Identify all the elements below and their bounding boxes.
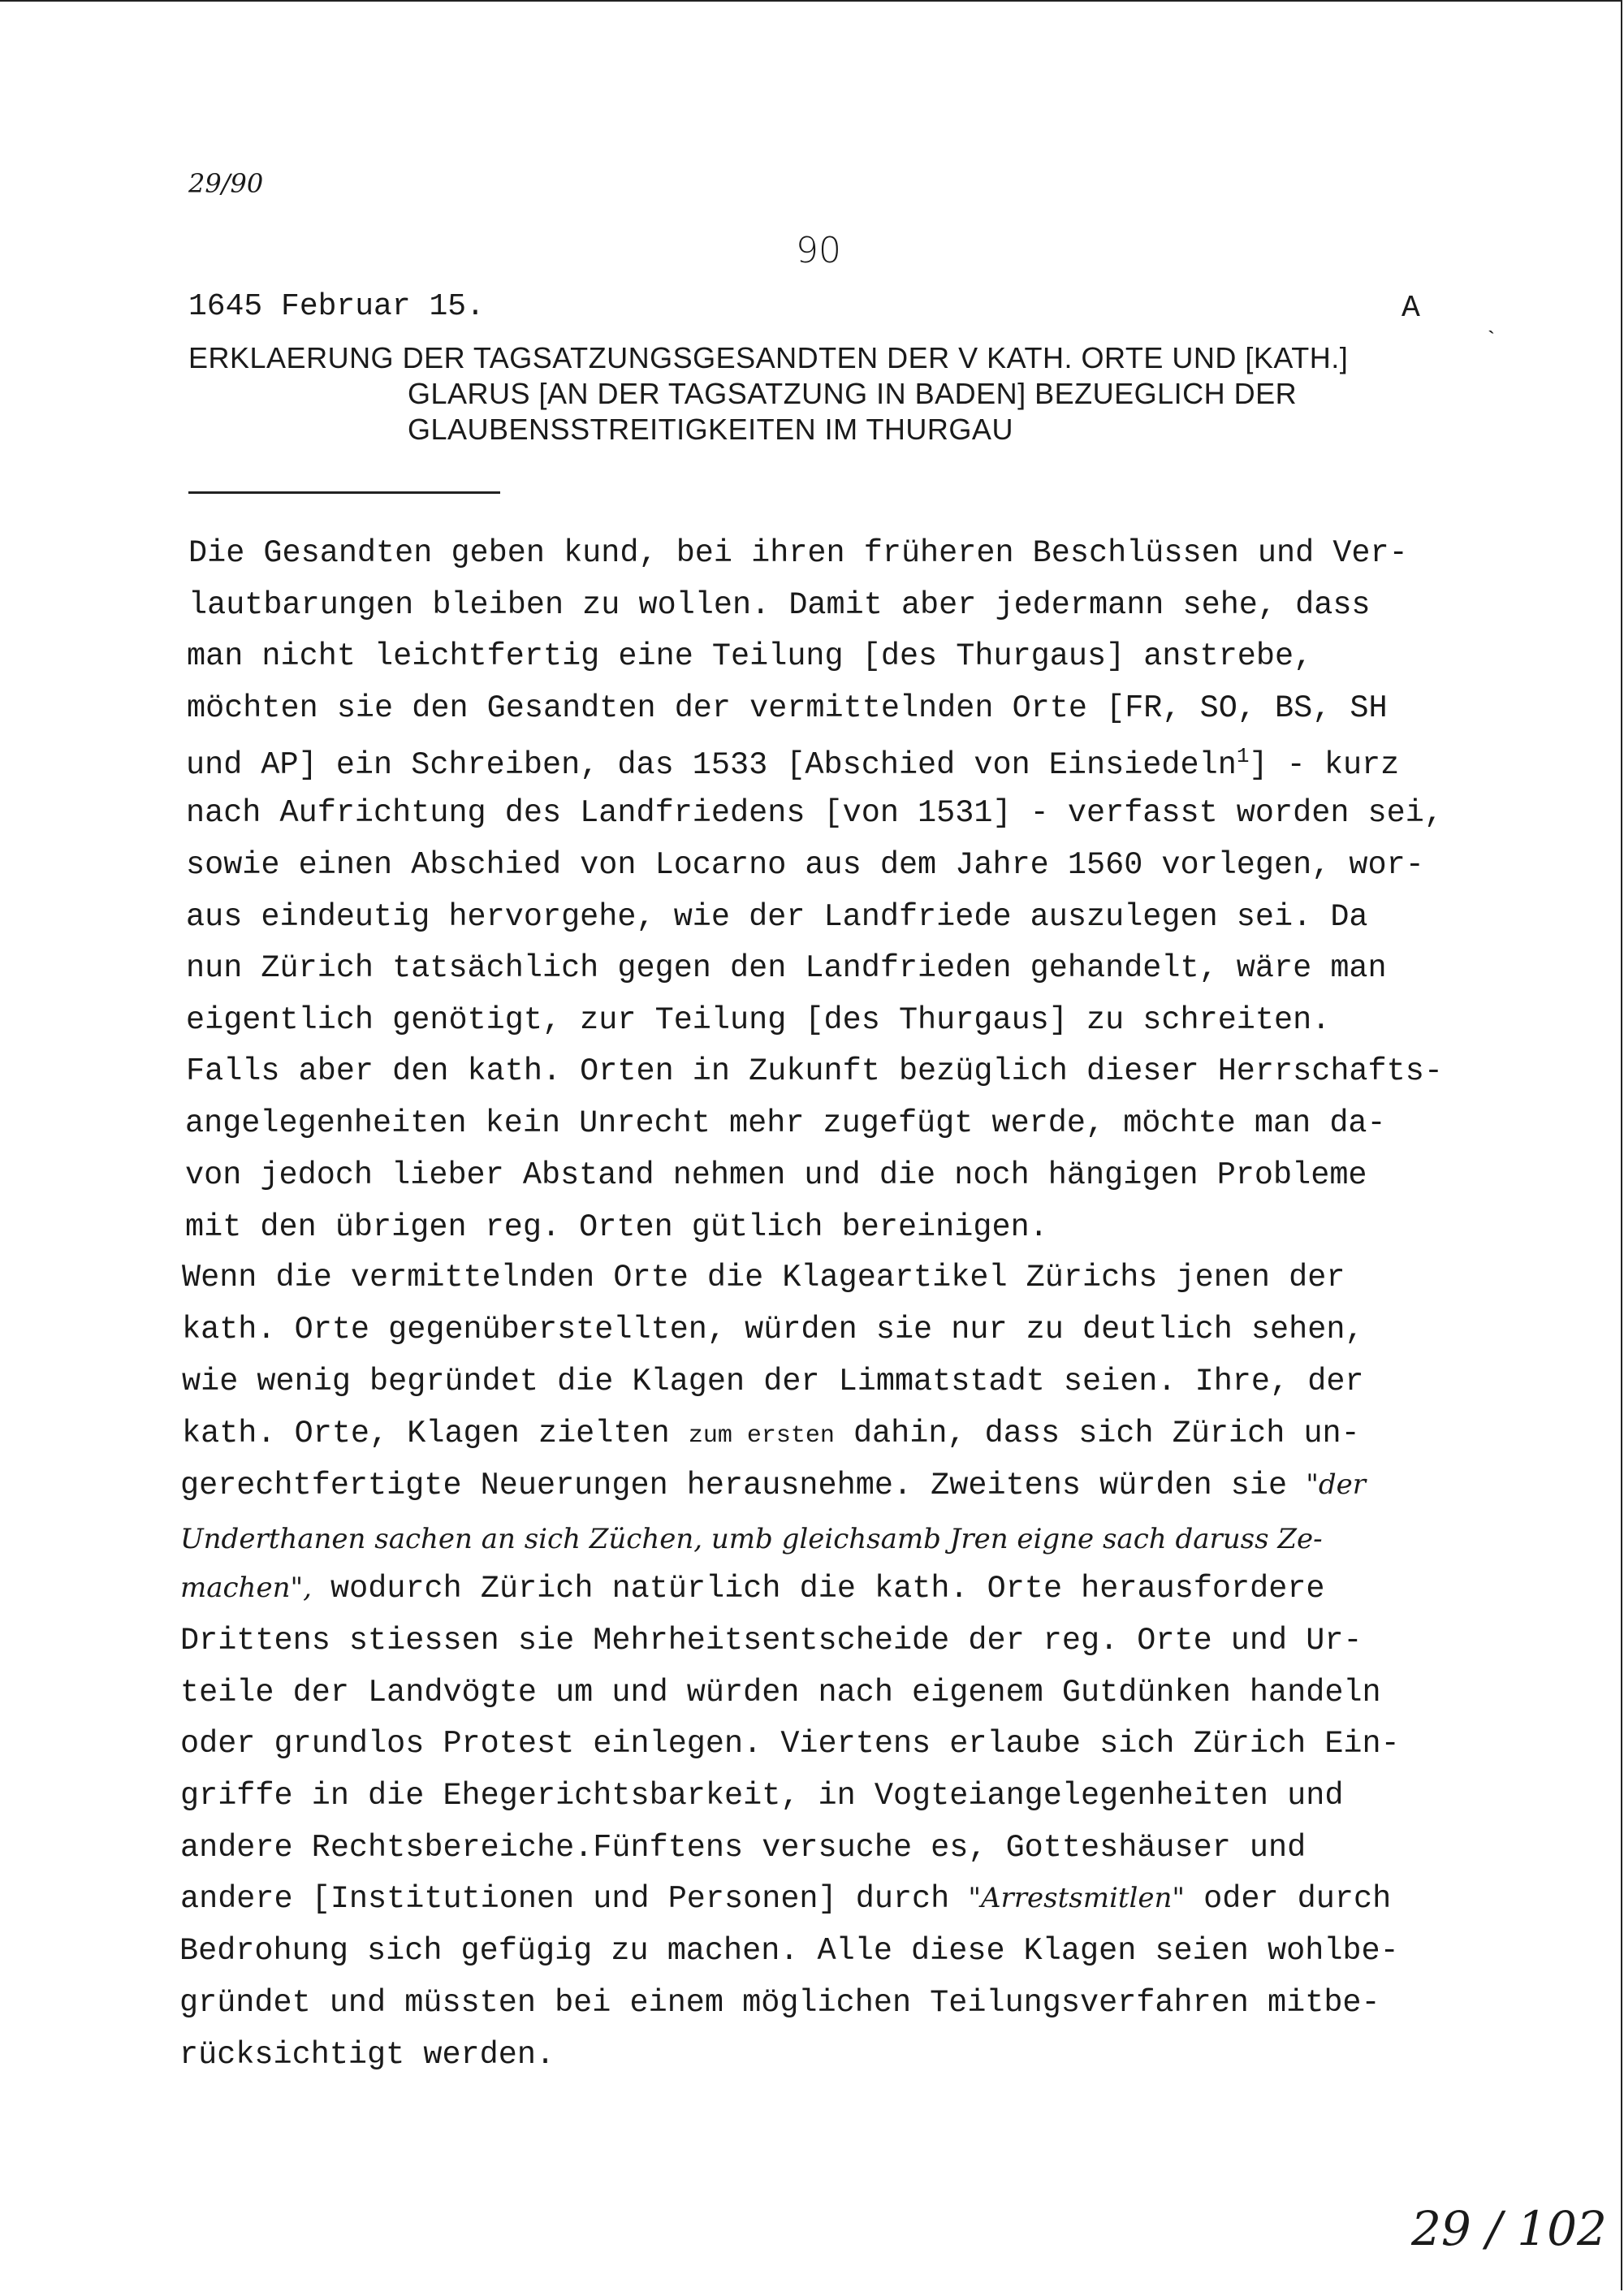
body-text-span: und AP] ein Schreiben, das 1533 [Abschied von Einsiedeln: [186, 746, 1237, 783]
body-line: kath. Orte gegenüberstellten, würden sie nur zu deutlich sehen,: [182, 1312, 1364, 1347]
body-line: [180, 1883, 1391, 1915]
body-line: [182, 1418, 1360, 1450]
body-line: Die Gesandten geben kund, bei ihren früheren Beschlüssen und Ver-: [188, 535, 1408, 571]
body-line: oder grundlos Protest einlegen. Viertens erlaube sich Zürich Ein-: [180, 1726, 1400, 1762]
body-line: nun Zürich tatsächlich gegen den Landfrieden gehandelt, wäre man: [186, 950, 1387, 986]
title-line-1: ERKLAERUNG DER TAGSATZUNGSGESANDTEN DER V KATH. ORTE UND [KATH.]: [188, 341, 1349, 374]
insertion-text: zum ersten: [688, 1422, 835, 1450]
body-line: eigentlich genötigt, zur Teilung [des Thurgaus] zu schreiten.: [186, 1002, 1331, 1038]
body-line: teile der Landvögte um und würden nach eigenem Gutdünken handeln: [180, 1675, 1381, 1710]
body-line: angelegenheiten kein Unrecht mehr zugefügt werde, möchte man da-: [185, 1105, 1386, 1141]
body-line: Drittens stiessen sie Mehrheitsentscheide der reg. Orte und Ur-: [180, 1623, 1363, 1658]
body-text-span: dahin, dass sich Zürich un-: [834, 1416, 1360, 1451]
body-line: wie wenig begründet die Klagen der Limmatstadt seien. Ihre, der: [182, 1364, 1364, 1399]
body-line: andere Rechtsbereiche.Fünftens versuche es, Gotteshäuser und: [180, 1830, 1307, 1866]
body-text-span: andere [Institutionen und Personen] durch: [180, 1881, 969, 1917]
body-line: Falls aber den kath. Orten in Zukunft bezüglich dieser Herrschafts-: [186, 1053, 1443, 1089]
quotation-text: "der: [1306, 1468, 1367, 1501]
title-line-3: GLAUBENSSTREITIGKEITEN IM THURGAU: [408, 413, 1013, 446]
body-line: möchten sie den Gesandten der vermittelnden Orte [FR, SO, BS, SH: [187, 690, 1388, 726]
body-text-span: ] - kurz: [1249, 746, 1400, 783]
document-date: 1645 Februar 15.: [188, 289, 485, 324]
body-text-span: kath. Orte, Klagen zielten: [182, 1416, 689, 1451]
body-line: Wenn die vermittelnden Orte die Klageartikel Zürichs jenen der: [182, 1260, 1345, 1295]
body-line: sowie einen Abschied von Locarno aus dem Jahre 1560 vorlegen, wor-: [186, 847, 1424, 883]
body-line: man nicht leichtfertig eine Teilung [des Thurgaus] anstrebe,: [187, 638, 1313, 674]
title-rule: [188, 491, 500, 494]
document-reference: 29/90: [188, 168, 264, 199]
quotation-text: machen",: [180, 1572, 312, 1604]
body-line: rücksichtigt werden.: [179, 2037, 555, 2073]
body-text-span: oder durch: [1185, 1881, 1392, 1917]
body-line: mit den übrigen reg. Orten gütlich bereinigen.: [185, 1209, 1048, 1245]
quotation-line: Underthanen sachen an sich Züchen, umb gleichsamb Jren eigne sach daruss Ze-: [180, 1523, 1323, 1555]
body-text-span: wodurch Zürich natürlich die kath. Orte herausfordere: [311, 1571, 1325, 1607]
body-line: nach Aufrichtung des Landfriedens [von 1531] - verfasst worden sei,: [186, 795, 1443, 831]
page-number: 90: [796, 230, 841, 271]
quotation-text: "Arrestsmitlen": [968, 1882, 1186, 1914]
title-line-2: GLARUS [AN DER TAGSATZUNG IN BADEN] BEZUEGLICH DER: [408, 377, 1298, 410]
body-line: von jedoch lieber Abstand nehmen und die noch hängigen Probleme: [185, 1157, 1367, 1193]
body-text-span: gerechtfertigte Neuerungen herausnehme. Zweitens würden sie: [180, 1468, 1307, 1503]
margin-tick: `: [1484, 329, 1498, 354]
footnote-marker: 1: [1236, 744, 1250, 768]
body-line: [180, 1573, 1325, 1605]
document-letter: A: [1402, 291, 1420, 326]
body-line: gründet und müssten bei einem möglichen Teilungsverfahren mitbe-: [179, 1985, 1380, 2021]
body-line: [186, 746, 1399, 781]
body-line: lautbarungen bleiben zu wollen. Damit aber jedermann sehe, dass: [188, 587, 1371, 623]
body-line: [180, 1470, 1366, 1502]
body-line: griffe in die Ehegerichtsbarkeit, in Vogteiangelegenheiten und: [180, 1778, 1344, 1814]
folio-number: 29 / 102: [1411, 2201, 1607, 2256]
body-line: Bedrohung sich gefügig zu machen. Alle diese Klagen seien wohlbe-: [179, 1933, 1399, 1969]
body-line: aus eindeutig hervorgehe, wie der Landfriede auszulegen sei. Da: [186, 899, 1368, 935]
